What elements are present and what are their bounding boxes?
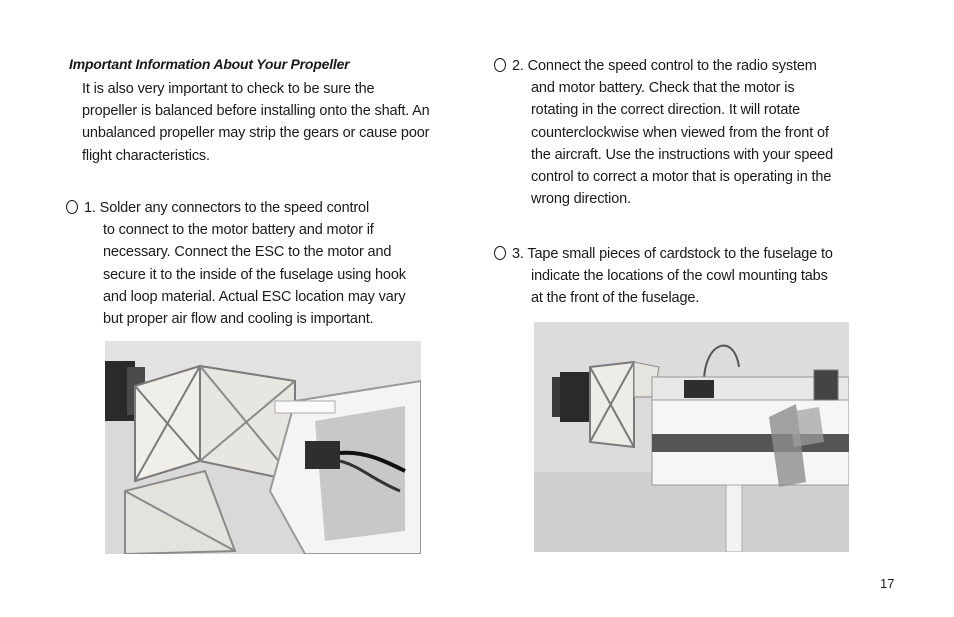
step-3 [494,243,833,310]
step-1-line: to connect to the motor battery and motor if [103,222,374,239]
photo-esc-installation [105,341,421,554]
photo-cowl-tabs [534,322,849,552]
page-number: 17 [880,576,895,591]
checkbox-icon[interactable] [494,246,506,260]
step-2-line: rotating in the correct direction. It will rotate [531,102,801,119]
step-1 [66,197,406,330]
step-1-line: 1. Solder any connectors to the speed control [84,200,370,216]
checkbox-icon[interactable] [66,200,78,214]
intro-line: unbalanced propeller may strip the gears or cause poor [82,125,430,142]
step-3-line: indicate the locations of the cowl mounting tabs [531,268,828,285]
intro-line: It is also very important to check to be sure the [82,81,375,97]
step-2-line: and motor battery. Check that the motor is [531,80,795,97]
step-2-line: 2. Connect the speed control to the radio system [512,58,817,74]
step-2-line: wrong direction. [531,191,631,208]
checkbox-icon[interactable] [494,58,506,72]
step-2-line: counterclockwise when viewed from the front of [531,124,829,141]
step-1-line: necessary. Connect the ESC to the motor and [103,244,392,261]
esc-photo-illustration [105,341,421,554]
intro-line: propeller is balanced before installing onto the shaft. An [82,103,430,120]
step-1-line: and loop material. Actual ESC location may vary [103,288,406,305]
step-3-line: 3. Tape small pieces of cardstock to the fuselage to [512,246,833,262]
step-3-line: at the front of the fuselage. [531,290,700,307]
step-1-line: secure it to the inside of the fuselage using hook [103,266,406,283]
fuselage-photo-illustration [534,322,849,552]
step-1-line: but proper air flow and cooling is important. [103,311,374,328]
section-heading: Important Information About Your Propeller [69,56,350,72]
intro-line: flight characteristics. [82,147,210,164]
step-2-line: the aircraft. Use the instructions with your speed [531,146,833,163]
intro-paragraph [82,78,430,167]
step-2-line: control to correct a motor that is operating in the [531,169,832,186]
step-2 [494,55,833,210]
